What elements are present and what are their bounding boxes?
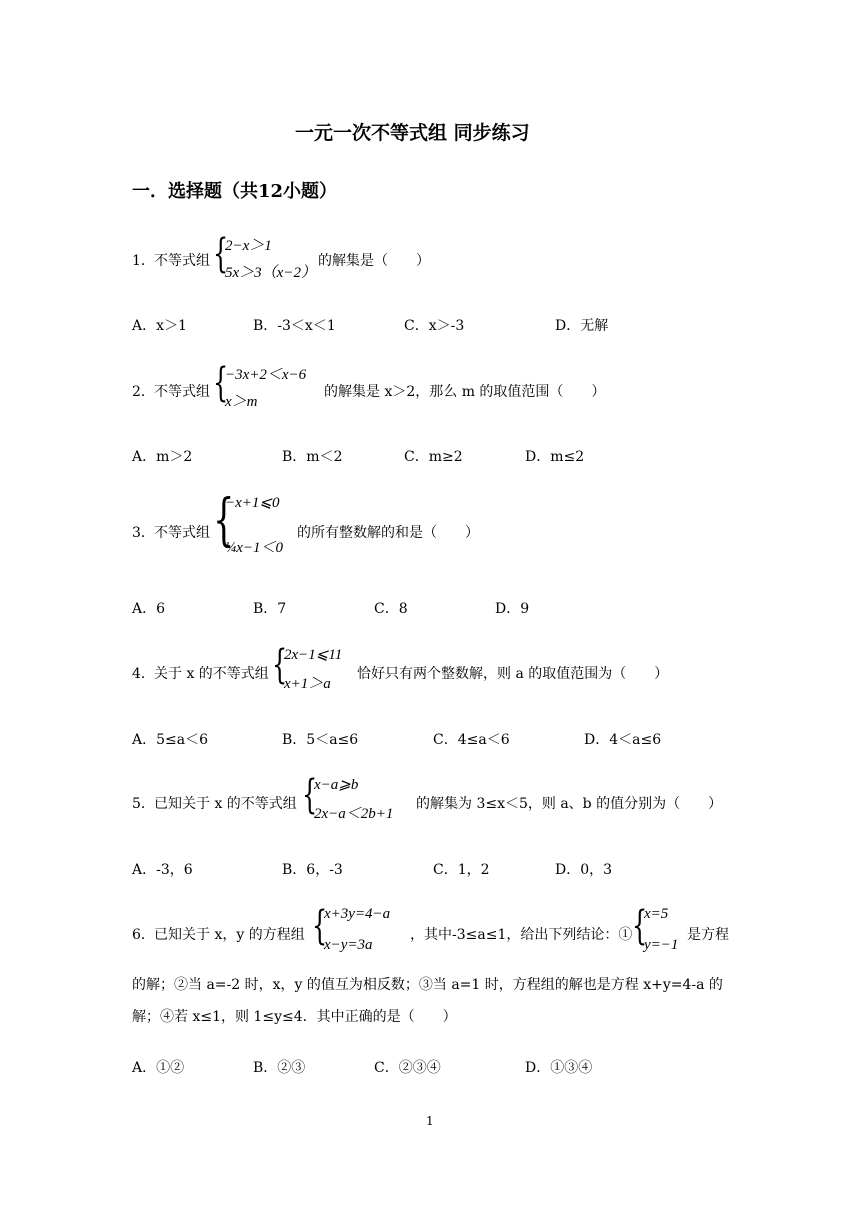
option-b: B．-3＜x＜1 bbox=[253, 318, 336, 334]
option-b: B．5＜a≤6 bbox=[282, 732, 359, 748]
system-row: x+3y=4−a bbox=[324, 906, 391, 922]
question-text: 不等式组 bbox=[154, 525, 210, 541]
question-number: 2． bbox=[132, 384, 155, 400]
option-b: B．②③ bbox=[253, 1060, 306, 1076]
question-text: 的所有整数解的和是（ ） bbox=[297, 525, 479, 541]
brace-icon: { bbox=[272, 642, 288, 688]
question-text: 已知关于 x 的不等式组 bbox=[154, 796, 297, 812]
option-c: C．x＞-3 bbox=[404, 318, 465, 334]
option-c: C．m≥2 bbox=[404, 449, 463, 465]
question-text: 是方程 bbox=[687, 927, 729, 943]
inequality-system bbox=[213, 360, 307, 411]
option-a: A．x＞1 bbox=[132, 318, 187, 334]
question-number: 3． bbox=[132, 525, 155, 541]
system-row: 2−x＞1 bbox=[225, 238, 272, 254]
system-row: y=−1 bbox=[644, 937, 679, 953]
option-c: C．1，2 bbox=[433, 862, 490, 878]
question-text-line: 解；④若 x≤1，则 1≤y≤4．其中正确的是（ ） bbox=[132, 1009, 457, 1025]
question-number: 6． bbox=[132, 927, 155, 943]
question-number: 1． bbox=[132, 253, 155, 269]
equation-system bbox=[312, 903, 391, 954]
section-heading: 一．选择题（共12小题） bbox=[132, 181, 338, 202]
brace-icon: { bbox=[632, 903, 648, 949]
option-b: B．7 bbox=[253, 601, 287, 617]
option-c: C．4≤a＜6 bbox=[433, 732, 510, 748]
option-d: D．4＜a≤6 bbox=[584, 732, 662, 748]
option-d: D．m≤2 bbox=[525, 449, 585, 465]
question-text-line: 的解；②当 a=-2 时，x，y 的值互为相反数；③当 a=1 时，方程组的解也是方程 x+y=4-a 的 bbox=[132, 977, 723, 993]
brace-icon: { bbox=[213, 231, 229, 277]
system-row: x−y=3a bbox=[324, 937, 373, 953]
option-d: D．0，3 bbox=[555, 862, 613, 878]
system-row: ¼x−1＜0 bbox=[225, 540, 284, 556]
system-row: −3x+2＜x−6 bbox=[225, 367, 307, 383]
brace-icon: { bbox=[302, 772, 318, 818]
question-text: 关于 x 的不等式组 bbox=[154, 666, 269, 682]
question-text: 的解集是 x＞2，那么 m 的取值范围（ ） bbox=[324, 384, 606, 400]
inequality-system bbox=[213, 488, 284, 557]
system-row: x+1＞a bbox=[284, 676, 331, 692]
option-d: D．无解 bbox=[555, 318, 609, 334]
inequality-system bbox=[302, 772, 394, 823]
document-title: 一元一次不等式组 同步练习 bbox=[295, 122, 530, 144]
option-c: C．8 bbox=[374, 601, 408, 617]
system-row: x＞m bbox=[225, 394, 258, 410]
brace-icon: { bbox=[312, 903, 328, 949]
brace-icon: { bbox=[213, 360, 229, 406]
inequality-system bbox=[213, 231, 316, 282]
question-text: 恰好只有两个整数解，则 a 的取值范围为（ ） bbox=[357, 666, 669, 682]
system-row: 5x＞3（x−2） bbox=[225, 265, 316, 281]
question-text: ，其中-3≤a≤1，给出下列结论：① bbox=[410, 927, 633, 943]
question-text: 不等式组 bbox=[154, 384, 210, 400]
system-row: −x+1⩽0 bbox=[225, 495, 280, 511]
option-b: B．6，-3 bbox=[282, 862, 343, 878]
system-row: 2x−1⩽11 bbox=[284, 647, 343, 663]
option-d: D．①③④ bbox=[525, 1060, 593, 1076]
system-row: x=5 bbox=[644, 906, 669, 922]
question-text: 已知关于 x，y 的方程组 bbox=[154, 927, 305, 943]
option-a: A．m＞2 bbox=[132, 449, 193, 465]
option-a: A．6 bbox=[132, 601, 166, 617]
inequality-system bbox=[272, 642, 343, 693]
question-number: 4． bbox=[132, 666, 155, 682]
option-d: D．9 bbox=[495, 601, 530, 617]
system-row: x−a⩾b bbox=[314, 777, 359, 793]
option-a: A．①② bbox=[132, 1060, 185, 1076]
question-number: 5． bbox=[132, 796, 155, 812]
solution-system bbox=[632, 903, 679, 954]
page-number: 1 bbox=[426, 1114, 434, 1128]
option-a: A．5≤a＜6 bbox=[132, 732, 209, 748]
brace-icon: { bbox=[213, 488, 235, 553]
option-c: C．②③④ bbox=[374, 1060, 441, 1076]
system-row: 2x−a＜2b+1 bbox=[314, 806, 394, 822]
question-text: 的解集为 3≤x＜5，则 a、b 的值分别为（ ） bbox=[416, 796, 723, 812]
question-text: 的解集是（ ） bbox=[318, 253, 430, 269]
option-b: B．m＜2 bbox=[282, 449, 343, 465]
question-text: 不等式组 bbox=[154, 253, 210, 269]
option-a: A．-3，6 bbox=[132, 862, 193, 878]
